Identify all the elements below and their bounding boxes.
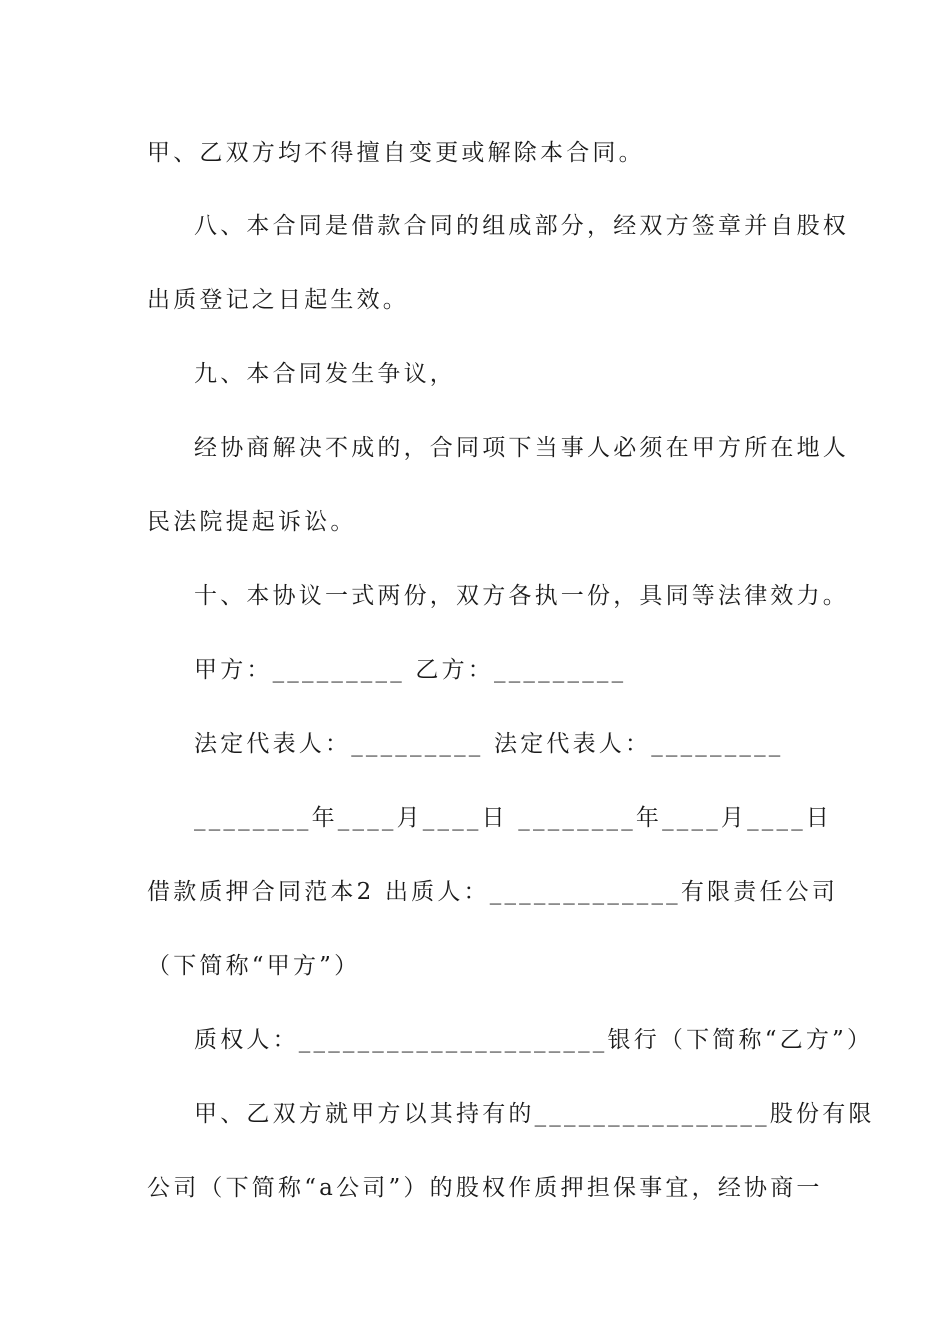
text-line-7: 十、本协议一式两份，双方各执一份，具同等法律效力。 bbox=[194, 583, 849, 609]
signature-party-line: 甲方：_________ 乙方：_________ bbox=[194, 657, 627, 683]
pledgee-line: 质权人：_____________________银行（下简称“乙方”） bbox=[194, 1027, 874, 1053]
legal-representative-line: 法定代表人：_________ 法定代表人：_________ bbox=[194, 731, 784, 757]
text-line-5: 经协商解决不成的，合同项下当事人必须在甲方所在地人 bbox=[194, 435, 849, 461]
text-line-1: 甲、乙双方均不得擅自变更或解除本合同。 bbox=[147, 140, 645, 166]
text-line-2: 八、本合同是借款合同的组成部分，经双方签章并自股权 bbox=[194, 213, 849, 239]
text-line-14: 甲、乙双方就甲方以其持有的________________股份有限 bbox=[194, 1101, 875, 1127]
contract-sample-heading-line: 借款质押合同范本2 出质人：_____________有限责任公司 bbox=[147, 879, 839, 905]
text-line-4: 九、本合同发生争议， bbox=[194, 361, 456, 387]
date-line: ________年____月____日 ________年____月____日 bbox=[194, 805, 833, 831]
party-a-alias-line: （下简称“甲方”） bbox=[147, 953, 361, 979]
text-line-15: 公司（下简称“a公司”）的股权作质押担保事宜，经协商一 bbox=[147, 1175, 823, 1201]
text-line-3: 出质登记之日起生效。 bbox=[147, 287, 409, 313]
text-line-6: 民法院提起诉讼。 bbox=[147, 509, 357, 535]
